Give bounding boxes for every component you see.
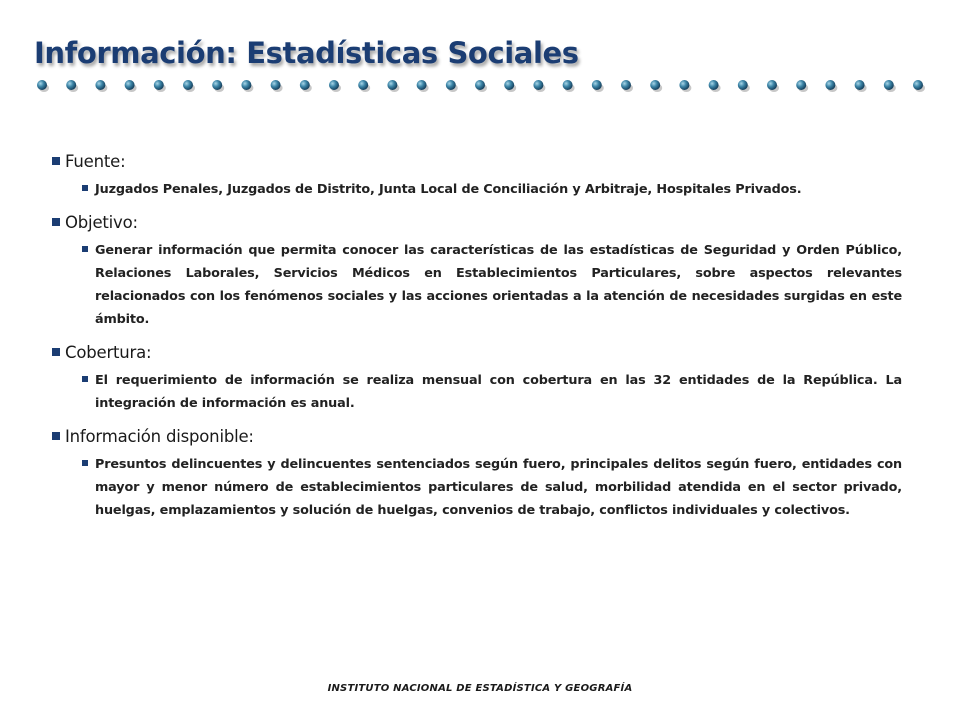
decorative-dot — [592, 80, 602, 90]
decorative-dot — [95, 80, 105, 90]
decorative-dot — [271, 80, 281, 90]
decorative-dot — [446, 80, 456, 90]
decorative-dot — [884, 80, 894, 90]
square-bullet-icon — [52, 218, 60, 226]
decorative-dot — [358, 80, 368, 90]
decorative-dot — [738, 80, 748, 90]
decorative-dot — [796, 80, 806, 90]
decorative-dot — [37, 80, 47, 90]
section-fuente — [52, 146, 902, 201]
decorative-dot-line — [28, 72, 928, 100]
decorative-dot — [387, 80, 397, 90]
decorative-dot — [709, 80, 719, 90]
decorative-dot — [650, 80, 660, 90]
square-bullet-icon — [52, 348, 60, 356]
section-text: El requerimiento de información se realiza mensual con cobertura en las 32 entidades de la República. La integración de información es anual. — [95, 373, 902, 411]
section-informacion-disponible — [52, 421, 902, 522]
footer-institution: INSTITUTO NACIONAL DE ESTADÍSTICA Y GEOGRAFÍA — [327, 683, 633, 694]
square-bullet-icon — [52, 432, 60, 440]
square-bullet-icon — [82, 376, 88, 382]
decorative-dot — [125, 80, 135, 90]
section-text: Presuntos delincuentes y delincuentes sentenciados según fuero, principales delitos según fuero, entidades con mayor y menor número de establecimientos particulares de salud, morbilidad atendida en el sector privado, huelgas, emplazamientos y solución de huelgas, convenios de trabajo, conflictos individuales y colectivos. — [95, 457, 902, 518]
section-objetivo — [52, 207, 902, 331]
decorative-dot — [300, 80, 310, 90]
section-heading: Objetivo: — [65, 212, 138, 232]
section-heading: Información disponible: — [65, 426, 254, 446]
decorative-dot — [154, 80, 164, 90]
decorative-dot — [621, 80, 631, 90]
decorative-dot — [66, 80, 76, 90]
decorative-dot — [417, 80, 427, 90]
square-bullet-icon — [82, 185, 88, 191]
decorative-dot — [241, 80, 251, 90]
decorative-dot — [825, 80, 835, 90]
section-heading: Cobertura: — [65, 342, 152, 362]
section-heading: Fuente: — [65, 151, 126, 171]
square-bullet-icon — [82, 460, 88, 466]
decorative-dot — [767, 80, 777, 90]
decorative-dot — [183, 80, 193, 90]
decorative-dot — [563, 80, 573, 90]
decorative-dot — [329, 80, 339, 90]
decorative-dot — [504, 80, 514, 90]
decorative-dot — [855, 80, 865, 90]
decorative-dot — [212, 80, 222, 90]
square-bullet-icon — [82, 246, 88, 252]
decorative-dot — [533, 80, 543, 90]
square-bullet-icon — [52, 157, 60, 165]
decorative-dot — [679, 80, 689, 90]
decorative-dot — [913, 80, 923, 90]
decorative-dot — [475, 80, 485, 90]
content-body — [52, 146, 902, 528]
slide-title: Información: Estadísticas Sociales — [34, 36, 579, 70]
section-text: Juzgados Penales, Juzgados de Distrito, Junta Local de Conciliación y Arbitraje, Hospitales Privados. — [95, 182, 802, 197]
section-cobertura — [52, 337, 902, 415]
section-text: Generar información que permita conocer las características de las estadísticas de Seguridad y Orden Público, Relaciones Laborales, Servicios Médicos en Establecimientos Particulares, sobre aspectos relevantes relacionados con los fenómenos sociales y las acciones orientadas a la atención de necesidades surgidas en este ámbito. — [95, 243, 902, 327]
